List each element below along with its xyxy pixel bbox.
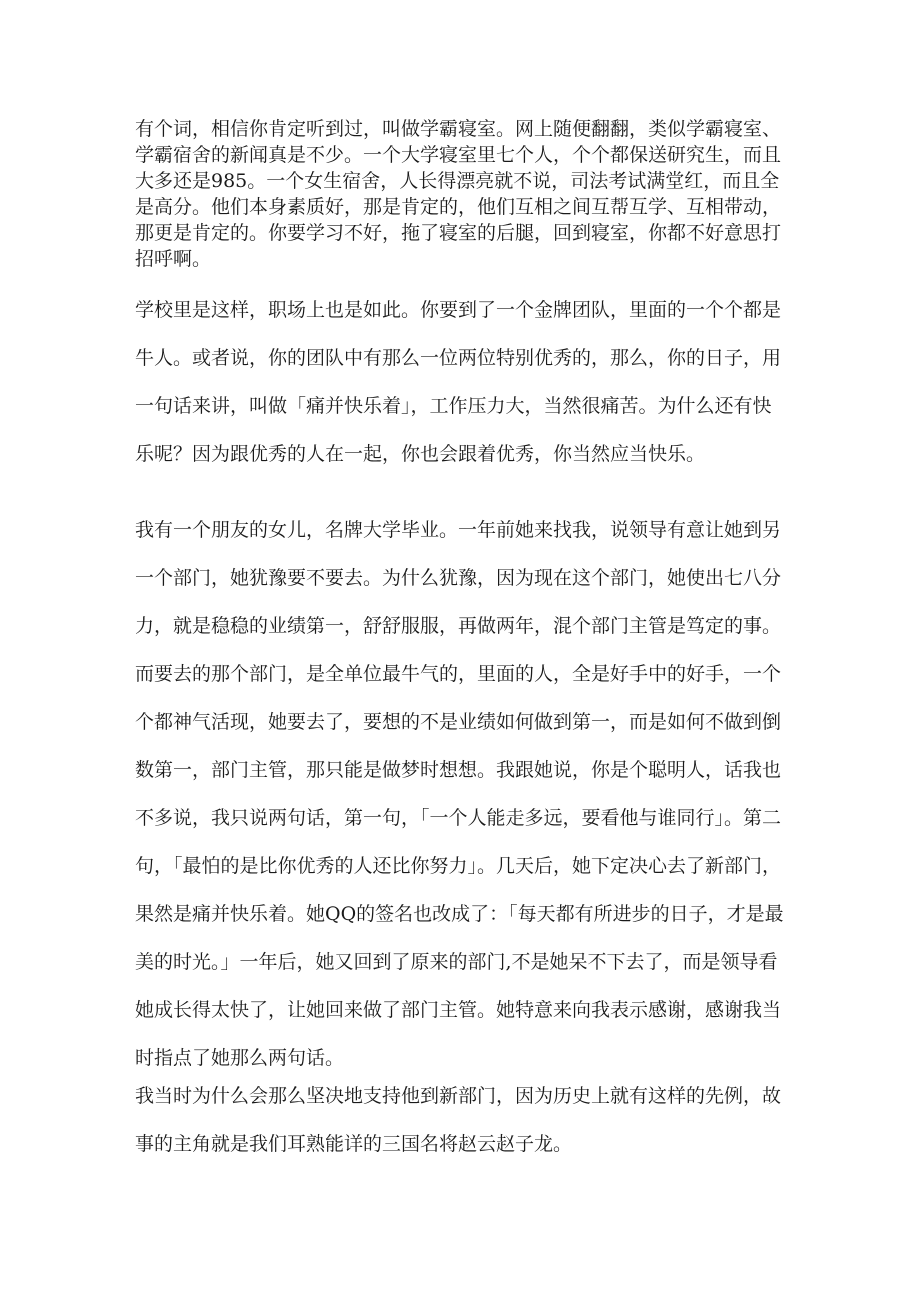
paragraph-2: 学校里是这样，职场上也是如此。你要到了一个金牌团队，里面的一个个都是牛人。或者说，你的团队中有那么一位两位特别优秀的，那么，你的日子，用一句话来讲，叫做「痛并快乐着」，工作压力大，当然很痛苦。为什么还有快乐呢？因为跟优秀的人在一起，你也会跟着优秀，你当然应当快乐。 [135,299,782,465]
paragraph-1: 有个词，相信你肯定听到过，叫做学霸寝室。网上随便翻翻，类似学霸寝室、学霸宿舍的新闻真是不少。一个大学寝室里七个人，个个都保送研究生，而且大多还是985。一个女生宿舍，人长得漂亮就不说，司法考试满堂红，而且全是高分。他们本身素质好，那是肯定的，他们互相之间互帮互学、互相带动，那更是肯定的。你要学习不好，拖了寝室的后腿，回到寝室，你都不好意思打招呼啊。 [135,118,782,270]
paragraph-4: 我当时为什么会那么坚决地支持他到新部门，因为历史上就有这样的先例，故事的主角就是我们耳熟能详的三国名将赵云赵子龙。 [135,1085,782,1155]
paragraph-3: 我有一个朋友的女儿，名牌大学毕业。一年前她来找我，说领导有意让她到另一个部门，她犹豫要不要去。为什么犹豫，因为现在这个部门，她使出七八分力，就是稳稳的业绩第一，舒舒服服，再做两年，混个部门主管是笃定的事。而要去的那个部门，是全单位最牛气的，里面的人，全是好手中的好手，一个个都神气活现，她要去了，要想的不是业绩如何做到第一，而是如何不做到倒数第一，部门主管，那只能是做梦时想想。我跟她说，你是个聪明人，话我也不多说，我只说两句话，第一句，「一个人能走多远，要看他与谁同行」。第二句，「最怕的是比你优秀的人还比你努力」。几天后，她下定决心去了新部门，果然是痛并快乐着。她QQ的签名也改成了：「每天都有所进步的日子，才是最美的时光。」一年后，她又回到了原来的部门,不是她呆不下去了，而是领导看她成长得太快了，让她回来做了部门主管。她特意来向我表示感谢，感谢我当时指点了她那么两句话。 [135,519,784,1069]
